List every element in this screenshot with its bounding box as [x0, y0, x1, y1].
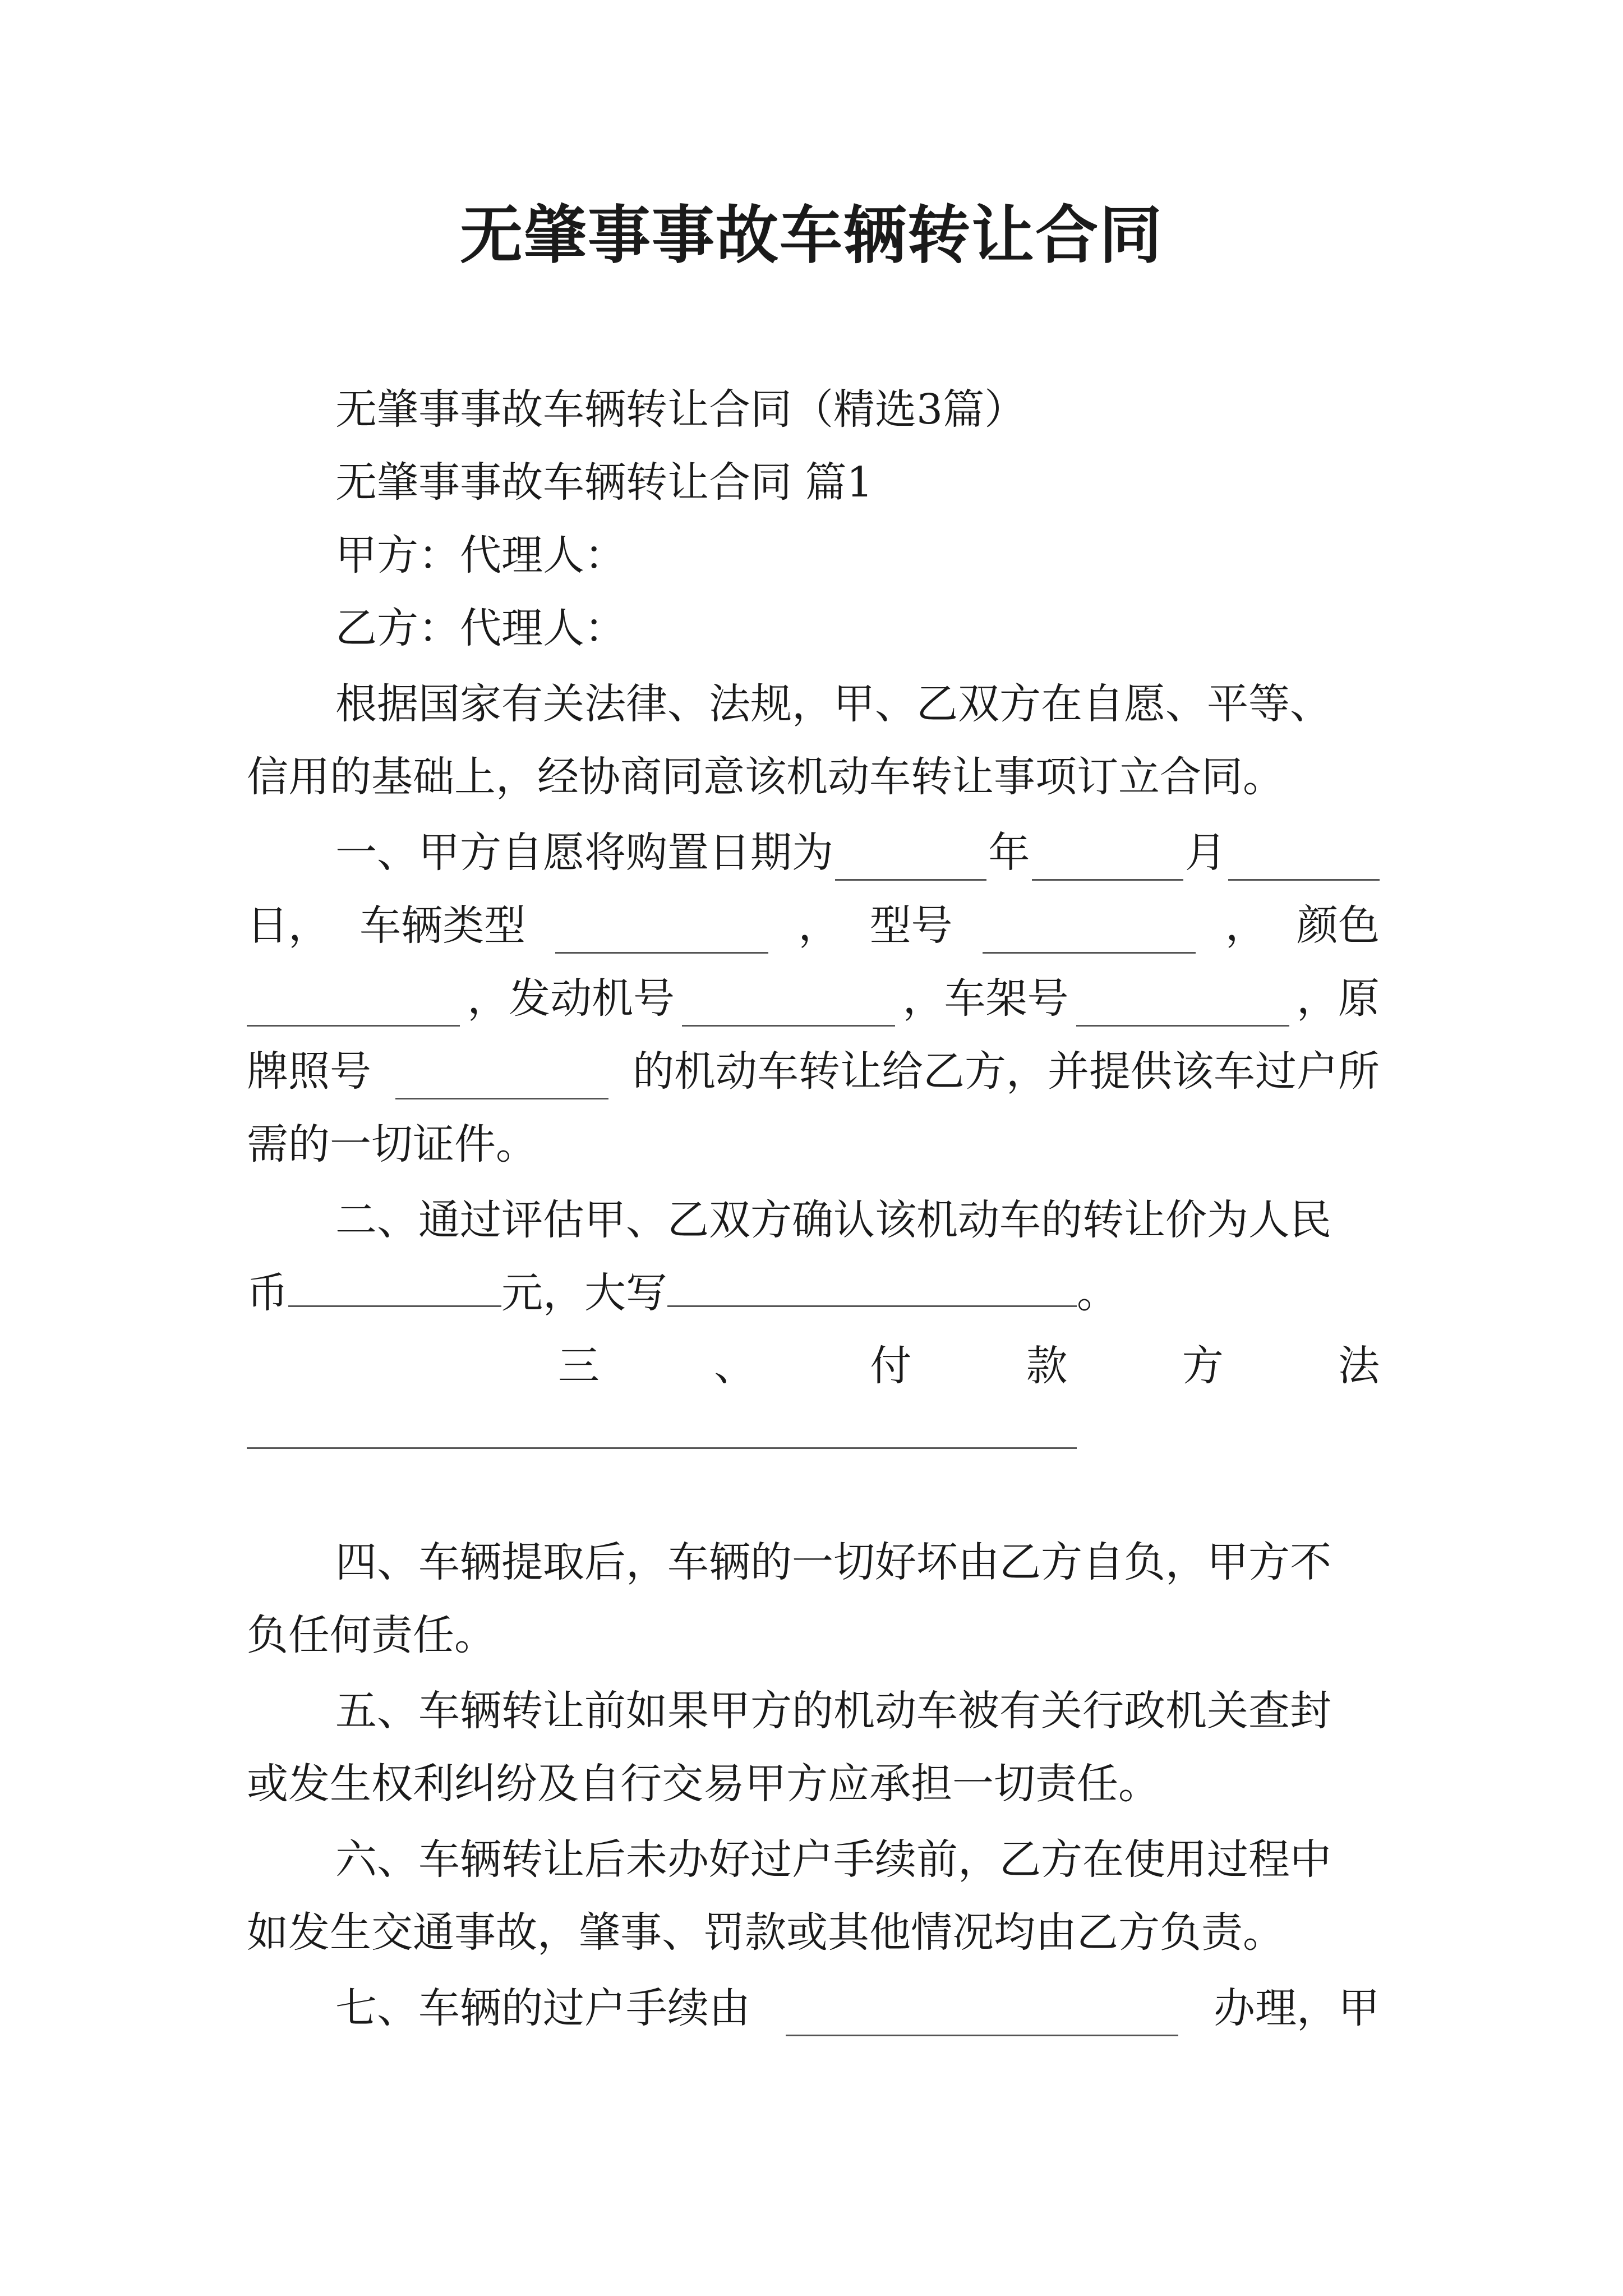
intro-line-1: 根据国家有关法律、法规，甲、乙双方在自愿、平等、: [335, 680, 1331, 728]
party-b-line: 乙方：代理人：: [335, 604, 626, 652]
clause-3-char: 、: [714, 1342, 756, 1390]
model-label: 型号: [869, 901, 953, 950]
color-blank: [247, 984, 460, 1027]
purchase-day-blank: [1228, 839, 1380, 881]
frame-number-label: ，车架号: [902, 974, 1069, 1023]
party-a-line: 甲方：代理人：: [335, 531, 626, 579]
vehicle-type-label: 车辆类型: [359, 901, 526, 950]
clause-7-line-1: [335, 1980, 1380, 2036]
clause-1-line-3: [247, 970, 1380, 1027]
currency-label: 币: [247, 1269, 288, 1317]
clause-6-line-2: 如发生交通事故，肇事、罚款或其他情况均由乙方负责。: [247, 1908, 1284, 1957]
color-label: 颜色: [1296, 901, 1380, 950]
clause-4-line-2: 负任何责任。: [247, 1611, 496, 1659]
clause-3-char: 三: [558, 1342, 600, 1390]
clause-4-line-1: 四、车辆提取后，车辆的一切好坏由乙方自负，甲方不: [335, 1538, 1331, 1586]
subtitle: 无肇事事故车辆转让合同（精选3篇）: [335, 385, 1026, 434]
original-label: ，原: [1296, 974, 1380, 1023]
clause-1-line-1: [335, 825, 1380, 881]
price-blank: [288, 1265, 501, 1307]
payment-method-blank: [247, 1447, 1077, 1449]
engine-number-blank: [682, 984, 895, 1027]
clause-5-line-2: 或发生权利纠纷及自行交易甲方应承担一切责任。: [247, 1760, 1160, 1808]
clause-1-comma: ，: [798, 901, 840, 950]
clause-3-heading: [558, 1338, 1380, 1394]
clause-3-char: 法: [1338, 1342, 1380, 1390]
clause-2-period: 。: [1077, 1269, 1118, 1317]
section-heading: 无肇事事故车辆转让合同 篇1: [335, 458, 873, 507]
purchase-month-blank: [1032, 839, 1183, 881]
clause-7-tail: 办理，甲: [1214, 1984, 1380, 2032]
clause-1-comma: ，: [1225, 901, 1267, 950]
clause-1-transfer-text: 的机动车转让给乙方，并提供该车过户所: [633, 1047, 1380, 1096]
clause-1-year-label: 年: [988, 829, 1030, 877]
clause-1-line-4: [247, 1043, 1380, 1099]
clause-1-day-label: 日，: [247, 901, 330, 950]
clause-2-line-2: [247, 1265, 1380, 1321]
clause-7-text: 七、车辆的过户手续由: [335, 1984, 750, 2032]
price-uppercase-blank: [667, 1265, 1077, 1307]
transfer-handler-blank: [786, 1994, 1178, 2036]
document-title: 无肇事事故车辆转让合同: [460, 199, 1163, 272]
clause-1-text: 一、甲方自愿将购置日期为: [335, 829, 833, 877]
engine-number-label: ，发动机号: [467, 974, 675, 1023]
clause-3-char: 方: [1182, 1342, 1224, 1390]
plate-number-label: 牌照号: [247, 1047, 371, 1096]
plate-number-blank: [395, 1057, 608, 1099]
clause-3-char: 款: [1026, 1342, 1068, 1390]
purchase-year-blank: [835, 839, 986, 881]
frame-number-blank: [1076, 984, 1289, 1027]
clause-3-char: 付: [870, 1342, 912, 1390]
clause-6-line-1: 六、车辆转让后未办好过户手续前，乙方在使用过程中: [335, 1835, 1331, 1884]
clause-5-line-1: 五、车辆转让前如果甲方的机动车被有关行政机关查封: [335, 1687, 1331, 1735]
clause-2-line-1: 二、通过评估甲、乙双方确认该机动车的转让价为人民: [335, 1196, 1331, 1244]
vehicle-type-blank: [555, 912, 768, 954]
model-blank: [983, 912, 1196, 954]
price-uppercase-label: 元，大写: [501, 1269, 667, 1317]
clause-1-line-2: [247, 898, 1380, 954]
clause-1-month-label: 月: [1184, 829, 1227, 877]
intro-line-2: 信用的基础上，经协商同意该机动车转让事项订立合同。: [247, 753, 1284, 801]
clause-1-line-5: 需的一切证件。: [247, 1120, 537, 1168]
